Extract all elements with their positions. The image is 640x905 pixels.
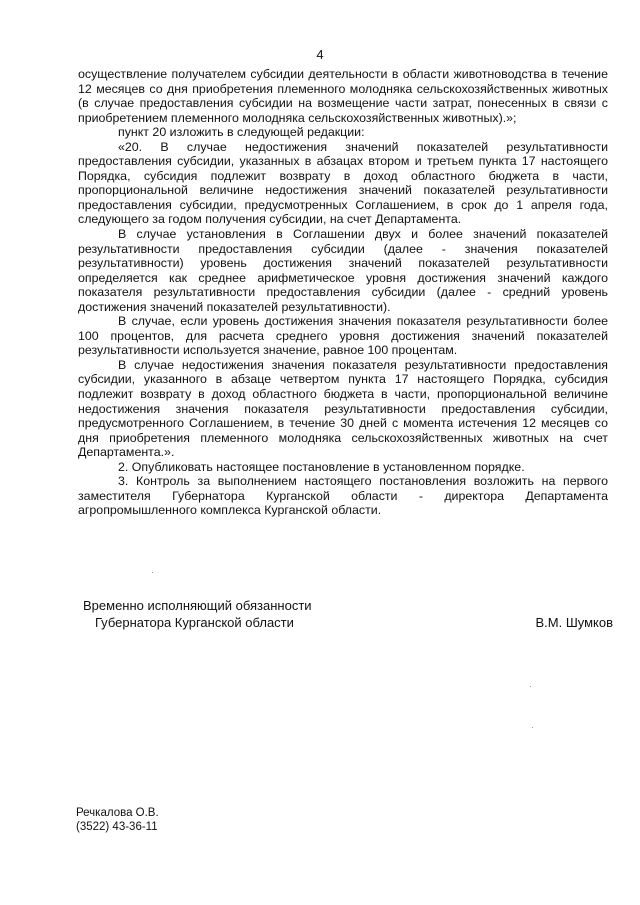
paragraph-multiple-indicators: В случае установления в Соглашении двух и более значений показателей результативности предоставления субсидии (далее - значения показателей результативности) уровень достижения значений показателей результативности определяется как среднее арифметическое уровня достижения значений каждого показателя результативности предоставления субсидии (далее - средний уровень достижения значений показателей результативности).	[78, 227, 608, 314]
executor-phone: (3522) 43-36-11	[76, 821, 158, 833]
scan-speck	[152, 572, 153, 573]
signer-title-line1: Временно исполняющий обязанности	[83, 598, 312, 613]
paragraph-over-100-percent: В случае, если уровень достижения значения показателя результативности более 100 процентов, для расчета среднего уровня достижения значений показателей результативности используется значение, равное 100 процентам.	[78, 314, 608, 358]
paragraph-point20: «20. В случае недостижения значений показателей результативности предоставления субсидии, указанных в абзацах втором и третьем пункта 17 настоящего Порядка, субсидия подлежит возврату в доход областного бюджета в части, пропорциональной величине недостижения значений показателей результативности предоставления субсидии, предусмотренных Соглашением, в срок до 1 апреля года, следующего за годом получения субсидии, на счет Департамента.	[78, 139, 608, 227]
paragraph-point20-intro: пункт 20 изложить в следующей редакции:	[118, 125, 365, 140]
executor-name: Речкалова О.В.	[76, 807, 159, 819]
document-body	[78, 67, 608, 518]
executor-info	[76, 806, 159, 834]
signer-name: В.М. Шумков	[535, 615, 613, 630]
scan-speck	[532, 727, 533, 728]
page-number: 4	[316, 47, 324, 62]
paragraph-control: 3. Контроль за выполнением настоящего постановления возложить на первого заместителя Губернатора Курганской области - директора Департамента агропромышленного комплекса Курганской области.	[78, 474, 608, 518]
signer-title-line2: Губернатора Курганской области	[95, 615, 294, 630]
scan-speck	[530, 686, 531, 687]
signature-block	[83, 597, 613, 631]
paragraph-continuation: осуществление получателем субсидии деятельности в области животноводства в течение 12 месяцев со дня приобретения племенного молодняка сельскохозяйственных животных (в случае предоставления субсидии на возмещение части затрат, понесенных в связи с приобретением племенного молодняка сельскохозяйственных животных).»;	[78, 67, 608, 125]
paragraph-publish: 2. Опубликовать настоящее постановление в установленном порядке.	[118, 459, 525, 474]
paragraph-abzac-four: В случае недостижения значения показателя результативности предоставления субсидии, указанного в абзаце четвертом пункта 17 настоящего Порядка, субсидия подлежит возврату в доход областного бюджета в части, пропорциональной величине недостижения значения показателя результативности предоставления субсидии, предусмотренного Соглашением, в течение 30 дней с момента истечения 12 месяцев со дня приобретения племенного молодняка сельскохозяйственных животных на счет Департамента.».	[78, 357, 608, 460]
